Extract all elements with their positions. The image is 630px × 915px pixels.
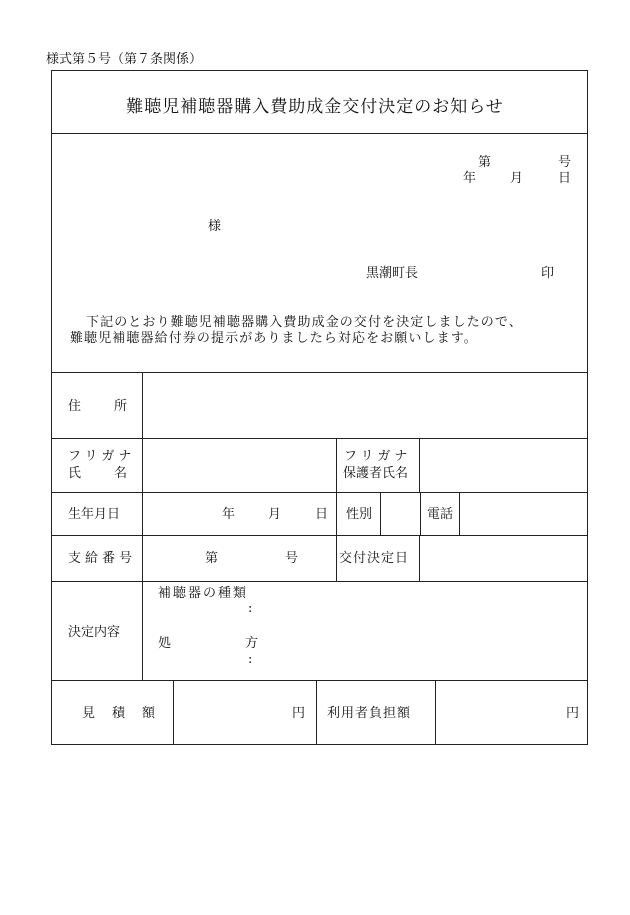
phone-label: 電話 [427,507,454,522]
form-title: 難聴児補聴器購入費助成金交付決定のお知らせ [126,97,504,117]
decision-date-label: 交付決定日 [339,551,410,566]
number-prefix: 第 [478,155,492,170]
addressee-suffix: 様 [208,219,222,234]
prescription-label-1: 処 [158,636,172,651]
payment-no-suffix: 号 [285,551,299,566]
prescription-label-2: 方 [245,636,259,651]
user-burden-yen: 円 [566,706,580,721]
address-label-2: 所 [114,399,128,414]
body-line-2: 難聴児補聴器給付券の提示がありましたら対応をお願いします。 [70,331,478,346]
estimate-label: 見積額 [82,706,173,721]
device-type-label: 補聴器の種類 [158,586,249,601]
sex-label: 性別 [346,507,373,522]
furigana-label: フリガナ [68,449,136,464]
seal-mark: 印 [541,266,555,281]
decision-content-label: 決定内容 [68,625,121,640]
date-day: 日 [558,171,572,186]
payment-number-label: 支給番号 [68,551,137,566]
birth-day: 日 [315,507,329,522]
payment-no-prefix: 第 [205,551,219,566]
user-burden-label: 利用者負担額 [327,706,412,721]
form-code: 様式第５号（第７条関係） [46,52,203,67]
number-suffix: 号 [558,155,572,170]
guardian-furigana-label: フリガナ [344,449,412,464]
name-label-2: 名 [114,466,128,481]
birth-month: 月 [268,507,282,522]
birth-year: 年 [222,507,236,522]
estimate-yen: 円 [292,706,306,721]
body-line-1: 下記のとおり難聴児補聴器購入費助成金の交付を決定しましたので、 [86,315,523,330]
device-type-colon: : [248,601,253,616]
date-year: 年 [463,171,477,186]
birthdate-label: 生年月日 [68,507,121,522]
prescription-colon: : [248,652,253,667]
issuer: 黒潮町長 [366,266,419,281]
date-month: 月 [510,171,524,186]
guardian-name-label: 保護者氏名 [343,466,409,481]
address-label-1: 住 [68,399,82,414]
name-label-1: 氏 [68,466,82,481]
